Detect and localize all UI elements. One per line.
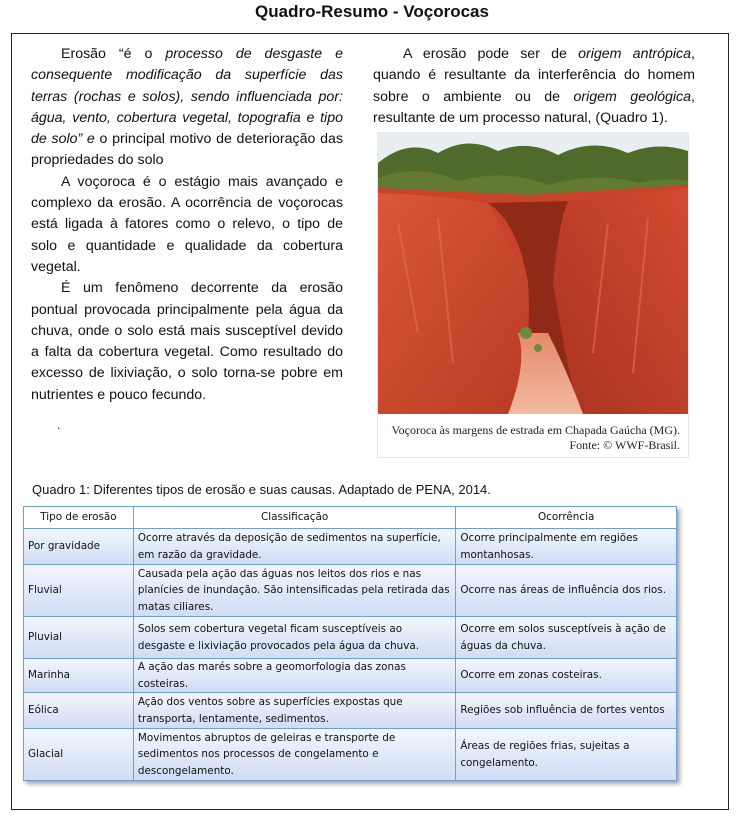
paragraph-vocoroca-definition: A voçoroca é o estágio mais avançado e complexo da erosão. A ocorrência de voçorocas está ligada à fatores como o relevo, o tipo de solo e quantidade e qualidade da cobertura vegetal. bbox=[31, 173, 343, 275]
italic-quote: processo de desgaste e consequente modificação da superfície das terras (rochas e solos), sendo influenciada por: água, vento, cobertura vegetal, topografia e tipo de solo” e bbox=[31, 46, 343, 148]
left-text-column bbox=[31, 44, 343, 406]
header-ocorrencia: Ocorrência bbox=[456, 507, 677, 529]
document-title: Quadro-Resumo - Voçorocas bbox=[255, 2, 489, 21]
erosion-types-table bbox=[23, 506, 677, 781]
right-text-column bbox=[373, 44, 695, 129]
paragraph-erosion-origin bbox=[373, 44, 695, 129]
cell-tipo: Eólica bbox=[24, 693, 134, 729]
cell-tipo: Fluvial bbox=[24, 565, 134, 617]
caption-line: Voçoroca às margens de estrada em Chapada Gaúcha (MG). bbox=[391, 423, 680, 437]
cell-tipo: Marinha bbox=[24, 659, 134, 693]
cell-tipo: Por gravidade bbox=[24, 529, 134, 565]
cell-ocorrencia: Ocorre nas áreas de influência dos rios. bbox=[456, 565, 677, 617]
table-header-row bbox=[24, 507, 677, 529]
cell-classificacao: Ocorre através da deposição de sedimentos na superfície, em razão da gravidade. bbox=[133, 529, 455, 565]
text-run: Erosão “é o bbox=[61, 46, 166, 62]
header-classificacao: Classificação bbox=[133, 507, 455, 529]
cell-tipo: Pluvial bbox=[24, 617, 134, 659]
cell-classificacao: Ação dos ventos sobre as superfícies expostas que transporta, lentamente, sedimentos. bbox=[133, 693, 455, 729]
cell-tipo: Glacial bbox=[24, 729, 134, 781]
paragraph-erosion-definition bbox=[31, 44, 343, 172]
cell-classificacao: A ação das marés sobre a geomorfologia das zonas costeiras. bbox=[133, 659, 455, 693]
table-row bbox=[24, 617, 677, 659]
cell-ocorrencia: Ocorre em solos susceptíveis à ação de águas da chuva. bbox=[456, 617, 677, 659]
table-row bbox=[24, 659, 677, 693]
cell-classificacao: Movimentos abruptos de geleiras e transporte de sedimentos nos processos de congelamento e descongelamento. bbox=[133, 729, 455, 781]
italic-term: origem geológica bbox=[573, 88, 692, 105]
text-run: o principal motivo de deterioração das propriedades do solo bbox=[31, 131, 343, 169]
cell-ocorrencia: Ocorre em zonas costeiras. bbox=[456, 659, 677, 693]
table-caption: Quadro 1: Diferentes tipos de erosão e suas causas. Adaptado de PENA, 2014. bbox=[32, 482, 491, 497]
cell-classificacao: Causada pela ação das águas nos leitos dos rios e nas planícies de inundação. São intensificadas pela retirada das matas ciliares. bbox=[133, 565, 455, 617]
cell-classificacao: Solos sem cobertura vegetal ficam susceptíveis ao desgaste e lixiviação provocados pela água da chuva. bbox=[133, 617, 455, 659]
gully-illustration bbox=[378, 133, 688, 414]
caption-source: Fonte: © WWF-Brasil. bbox=[569, 438, 680, 452]
gully-photo bbox=[378, 133, 688, 414]
table-row bbox=[24, 693, 677, 729]
text-run: , quando é resultante da interferência do homem sobre o ambiente ou de bbox=[373, 46, 695, 105]
photo-caption bbox=[384, 423, 680, 453]
photo-figure bbox=[377, 132, 689, 458]
header-tipo: Tipo de erosão bbox=[24, 507, 134, 529]
table-row bbox=[24, 565, 677, 617]
text-run: , resultante de um processo natural, (Quadro 1). bbox=[373, 88, 695, 126]
text-run: A erosão pode ser de bbox=[403, 46, 579, 62]
cell-ocorrencia: Ocorre principalmente em regiões montanhosas. bbox=[456, 529, 677, 565]
table-row bbox=[24, 529, 677, 565]
stray-dot: . bbox=[57, 418, 61, 432]
italic-term: origem antrópica bbox=[578, 46, 692, 62]
cell-ocorrencia: Áreas de regiões frias, sujeitas a congelamento. bbox=[456, 729, 677, 781]
cell-ocorrencia: Regiões sob influência de fortes ventos bbox=[456, 693, 677, 729]
paragraph-phenomenon: É um fenômeno decorrente da erosão pontual provocada principalmente pela água da chuva, onde o solo está mais susceptível devido a falta da cobertura vegetal. Como resultado do excesso de lixiviação, o solo torna-se pobre em nutrientes e pouco fecundo. bbox=[31, 280, 343, 403]
table-row bbox=[24, 729, 677, 781]
